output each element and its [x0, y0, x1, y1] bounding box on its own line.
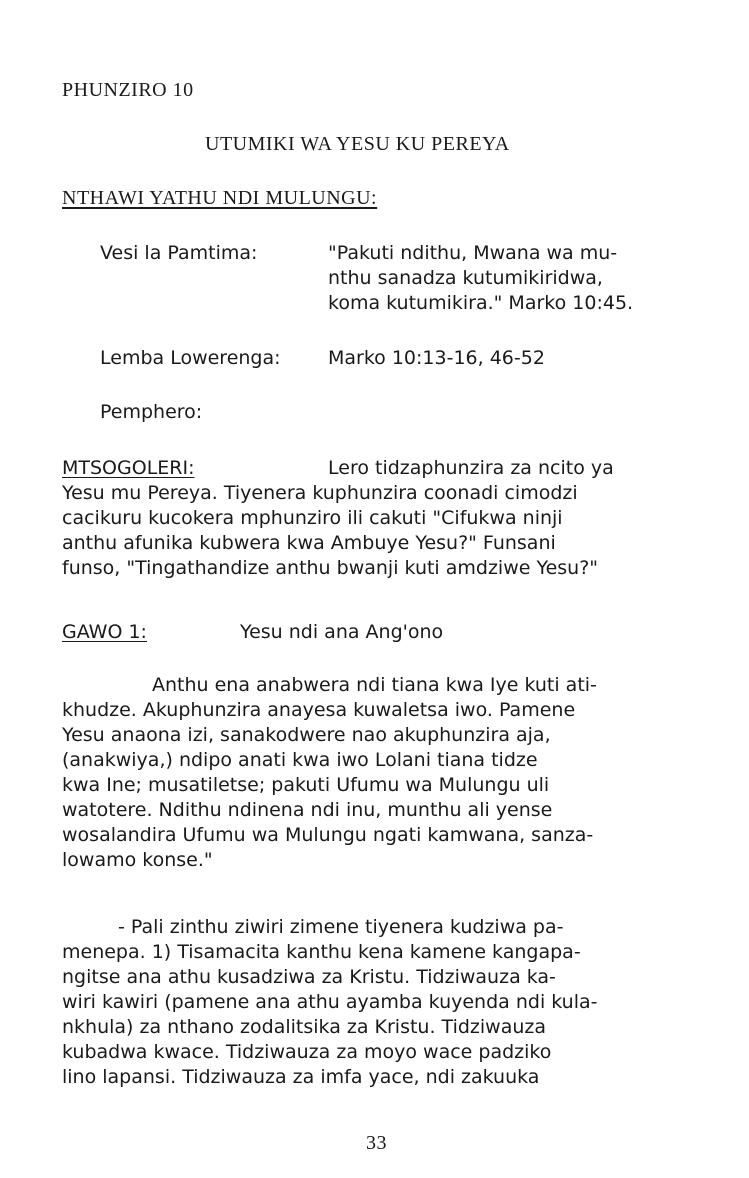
- paragraph-line: lino lapansi. Tidziwauza za imfa yace, ndi zakuuka: [62, 1066, 540, 1088]
- paragraph-line: wiri kawiri (pamene ana athu ayamba kuyenda ndi kula-: [62, 991, 598, 1013]
- paragraph-line: wosalandira Ufumu wa Mulungu ngati kamwana, sanza-: [62, 824, 594, 846]
- leader-line: anthu afunika kubwera kwa Ambuye Yesu?" Funsani: [62, 532, 556, 554]
- memory-verse-line: koma kutumikira." Marko 10:45.: [328, 292, 634, 314]
- memory-verse-label: Vesi la Pamtima:: [100, 242, 258, 264]
- prayer-label: Pemphero:: [100, 401, 203, 423]
- paragraph-line: nkhula) za nthano zodalitsika za Kristu. Tidziwauza: [62, 1016, 547, 1038]
- part1-title: Yesu ndi ana Ang'ono: [240, 621, 444, 643]
- page-number: 33: [366, 1132, 387, 1154]
- paragraph-line: kwa Ine; musatiletse; pakuti Ufumu wa Mulungu uli: [62, 774, 550, 796]
- leader-first-line: Lero tidzaphunzira za ncito ya: [328, 457, 614, 479]
- paragraph-line: (anakwiya,) ndipo anati kwa iwo Lolani tiana tidze: [62, 749, 538, 771]
- leader-line: cacikuru kucokera mphunziro ili cakuti "Cifukwa ninji: [62, 507, 563, 529]
- paragraph-line: ngitse ana athu kusadziwa za Kristu. Tidziwauza ka-: [62, 966, 556, 988]
- paragraph-line: watotere. Ndithu ndinena ndi inu, munthu ali yense: [62, 799, 553, 821]
- paragraph-line: - Pali zinthu ziwiri zimene tiyenera kudziwa pa-: [118, 916, 564, 938]
- paragraph-2: [62, 915, 694, 1090]
- lesson-label: PHUNZIRO 10: [62, 79, 194, 101]
- paragraph-line: menepa. 1) Tisamacita kanthu kena kamene kangapa-: [62, 941, 581, 963]
- part1-label: GAWO 1:: [62, 621, 147, 643]
- leader-label: MTSOGOLERI:: [62, 457, 195, 479]
- reading-value: Marko 10:13-16, 46-52: [328, 347, 545, 369]
- paragraph-line: khudze. Akuphunzira anayesa kuwaletsa iwo. Pamene: [62, 699, 576, 721]
- paragraph-line: lowamo konse.": [62, 849, 213, 871]
- theme-heading: NTHAWI YATHU NDI MULUNGU:: [62, 187, 378, 209]
- reading-label: Lemba Lowerenga:: [100, 347, 281, 369]
- paragraph-line: kubadwa kwace. Tidziwauza za moyo wace padziko: [62, 1041, 552, 1063]
- paragraph-1: [62, 673, 694, 873]
- paragraph-line: Anthu ena anabwera ndi tiana kwa Iye kuti ati-: [152, 674, 597, 696]
- leader-paragraph: [62, 481, 694, 581]
- lesson-title: UTUMIKI WA YESU KU PEREYA: [205, 133, 510, 155]
- paragraph-line: Yesu anaona izi, sanakodwere nao akuphunzira aja,: [62, 724, 551, 746]
- memory-verse-line: nthu sanadza kutumikiridwa,: [328, 267, 603, 289]
- memory-verse-text: [328, 241, 633, 316]
- leader-line: Yesu mu Pereya. Tiyenera kuphunzira coonadi cimodzi: [62, 482, 578, 504]
- leader-line: funso, "Tingathandize anthu bwanji kuti amdziwe Yesu?": [62, 557, 599, 579]
- memory-verse-line: "Pakuti ndithu, Mwana wa mu-: [328, 242, 618, 264]
